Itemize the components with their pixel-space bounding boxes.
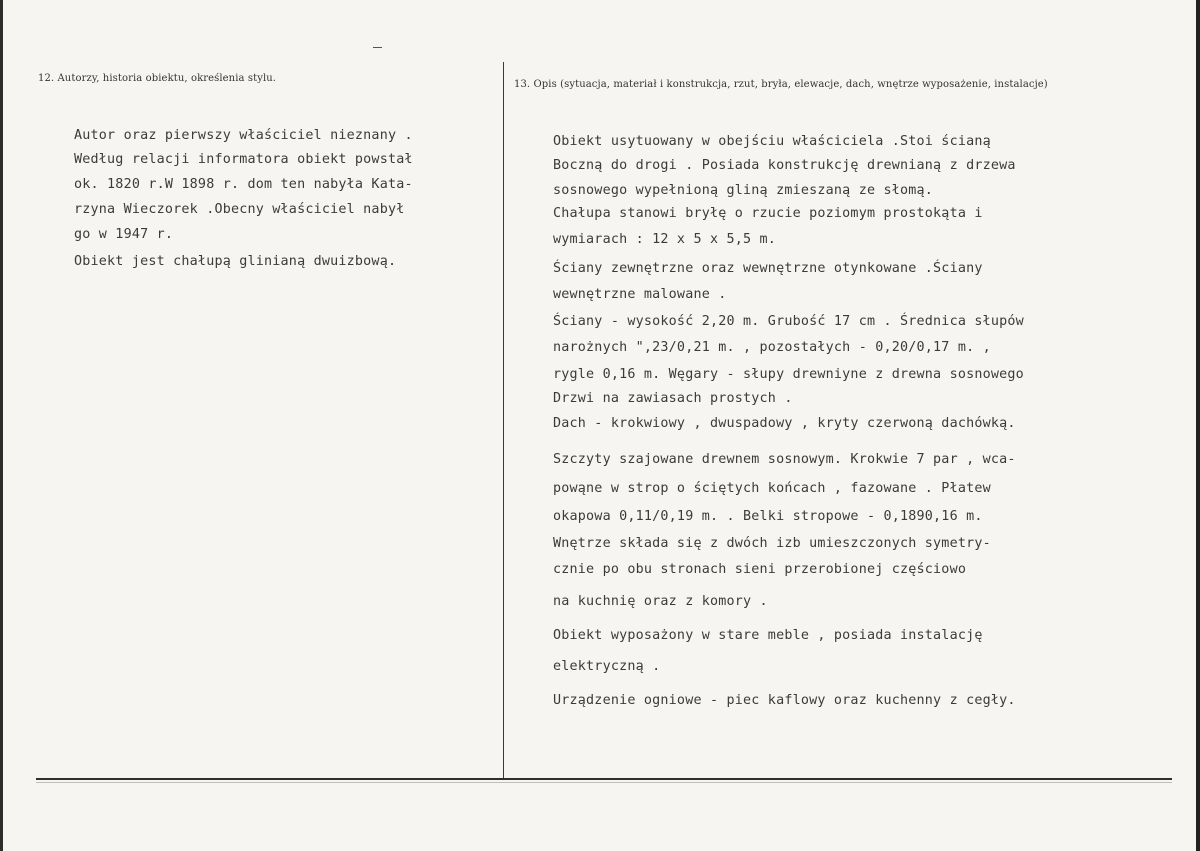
bottom-rule	[36, 778, 1172, 780]
section-13-line: Chałupa stanowi bryłę o rzucie poziomym prostokąta i	[553, 206, 983, 221]
section-13-line: Szczyty szajowane drewnem sosnowym. Krokwie 7 par , wca-	[553, 452, 1016, 467]
section-13-header: 13. Opis (sytuacja, materiał i konstrukcja, rzut, bryła, elewacje, dach, wnętrze wyposażenie, instalacje)	[514, 79, 1048, 90]
section-12-line: go w 1947 r.	[74, 227, 174, 242]
section-13-line: powąne w strop o ściętych końcach , fazowane . Płatew	[553, 481, 991, 496]
section-13-line: okapowa 0,11/0,19 m. . Belki stropowe - 0,1890,16 m.	[553, 509, 983, 524]
column-divider	[503, 62, 504, 780]
section-13-line: Ściany zewnętrzne oraz wewnętrzne otynkowane .Ściany	[553, 261, 983, 276]
section-12-header: 12. Autorzy, historia obiektu, określenia stylu.	[38, 73, 277, 84]
section-13-line: Drzwi na zawiasach prostych .	[553, 391, 793, 406]
section-13-line: Dach - krokwiowy , dwuspadowy , kryty czerwoną dachówką.	[553, 416, 1016, 431]
section-13-line: Wnętrze składa się z dwóch izb umieszczonych symetry-	[553, 536, 991, 551]
section-13-line: na kuchnię oraz z komory .	[553, 594, 768, 609]
section-13-line: sosnowego wypełnioną gliną zmieszaną ze słomą.	[553, 183, 934, 198]
section-12-line: ok. 1820 r.W 1898 r. dom ten nabyła Kata-	[74, 177, 413, 192]
section-13-line: elektryczną .	[553, 659, 661, 674]
section-12-line: Obiekt jest chałupą glinianą dwuizbową.	[74, 254, 397, 269]
section-13-line: Urządzenie ogniowe - piec kaflowy oraz kuchenny z cegły.	[553, 693, 1016, 708]
section-13-line: Obiekt usytuowany w obejściu właściciela .Stoi ścianą	[553, 134, 991, 149]
section-13-line: cznie po obu stronach sieni przerobionej częściowo	[553, 562, 967, 577]
bottom-rule-shadow	[36, 782, 1172, 783]
section-13-line: wewnętrzne malowane .	[553, 287, 727, 302]
top-tick-mark	[373, 47, 382, 48]
section-13-line: rygle 0,16 m. Węgary - słupy drewniyne z drewna sosnowego	[553, 367, 1024, 382]
section-12-line: rzyna Wieczorek .Obecny właściciel nabył	[74, 202, 405, 217]
section-13-line: wymiarach : 12 x 5 x 5,5 m.	[553, 232, 777, 247]
section-12-line: Autor oraz pierwszy właściciel nieznany .	[74, 128, 413, 143]
section-13-line: narożnych ",23/0,21 m. , pozostałych - 0,20/0,17 m. ,	[553, 340, 991, 355]
section-13-line: Ściany - wysokość 2,20 m. Grubość 17 cm . Średnica słupów	[553, 314, 1024, 329]
section-12-line: Według relacji informatora obiekt powstał	[74, 152, 413, 167]
section-13-line: Obiekt wyposażony w stare meble , posiada instalację	[553, 628, 983, 643]
section-13-line: Boczną do drogi . Posiada konstrukcję drewnianą z drzewa	[553, 158, 1016, 173]
card-right-edge	[1196, 0, 1200, 851]
card-left-edge	[0, 0, 3, 851]
